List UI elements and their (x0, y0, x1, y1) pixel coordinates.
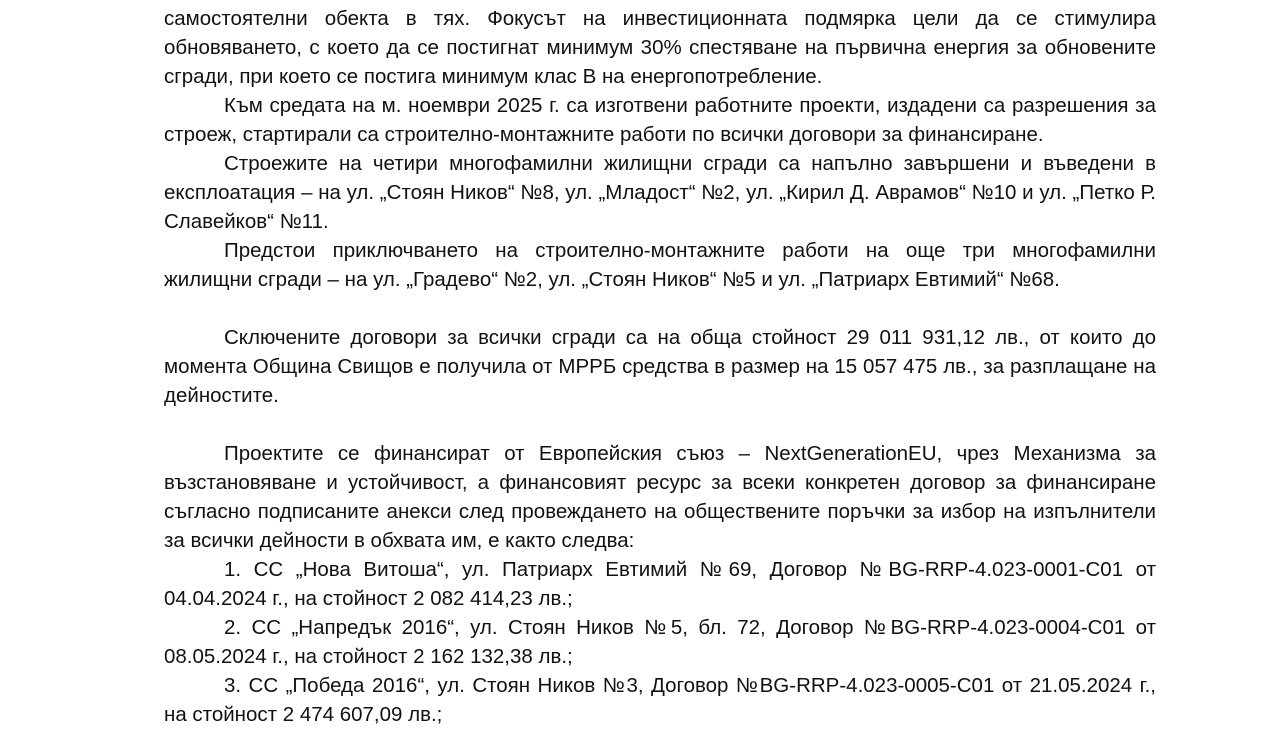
list-item: 3. СС „Победа 2016“, ул. Стоян Ников №3, Договор №BG-RRP-4.023-0005-C01 от 21.05.2024 г., на стойност 2 474 607,09 лв.; (164, 674, 1156, 726)
document-page (164, 4, 1156, 729)
paragraph-energy-savings: самостоятелни обекта в тях. Фокусът на инвестиционната подмярка цели да се стимулира обновяването, с което да се постигнат минимум 30% спестяване на първична енергия за обновените сгради, при което се постига минимум клас В на енергопотребление. (164, 7, 1156, 88)
paragraph-contract-value: Сключените договори за всички сгради са на обща стойност 29 011 931,12 лв., от които до момента Община Свищов е получила от МРРБ средства в размер на 15 057 475 лв., за разплащане на дейностите. (164, 326, 1156, 407)
paragraph-upcoming-completion: Предстои приключването на строително-монтажните работи на още три многофамилни жилищни сгради – на ул. „Градево“ №2, ул. „Стоян Ников“ №5 и ул. „Патриарх Евтимий“ №68. (164, 239, 1156, 291)
paragraph-project-status: Към средата на м. ноември 2025 г. са изготвени работните проекти, издадени са разрешения за строеж, стартирали са строително-монтажните работи по всички договори за финансиране. (164, 94, 1156, 146)
paragraph-funding-source: Проектите се финансират от Европейския съюз – NextGenerationEU, чрез Механизма за възстановяване и устойчивост, а финансовият ресурс за всеки конкретен договор за финансиране съгласно подписаните анекси след провеждането на обществените поръчки за избор на изпълнители за всички дейности в обхвата им, е както следва: (164, 442, 1156, 552)
list-item: 2. СС „Напредък 2016“, ул. Стоян Ников №5, бл. 72, Договор №BG-RRP-4.023-0004-C01 от 08.05.2024 г., на стойност 2 162 132,38 лв.; (164, 616, 1156, 668)
paragraph-completed-buildings: Строежите на четири многофамилни жилищни сгради са напълно завършени и въведени в експлоатация – на ул. „Стоян Ников“ №8, ул. „Младост“ №2, ул. „Кирил Д. Аврамов“ №10 и ул. „Петко Р. Славейков“ №11. (164, 152, 1156, 233)
list-item: 1. СС „Нова Витоша“, ул. Патриарх Евтимий №69, Договор №BG-RRP-4.023-0001-C01 от 04.04.2024 г., на стойност 2 082 414,23 лв.; (164, 558, 1156, 610)
